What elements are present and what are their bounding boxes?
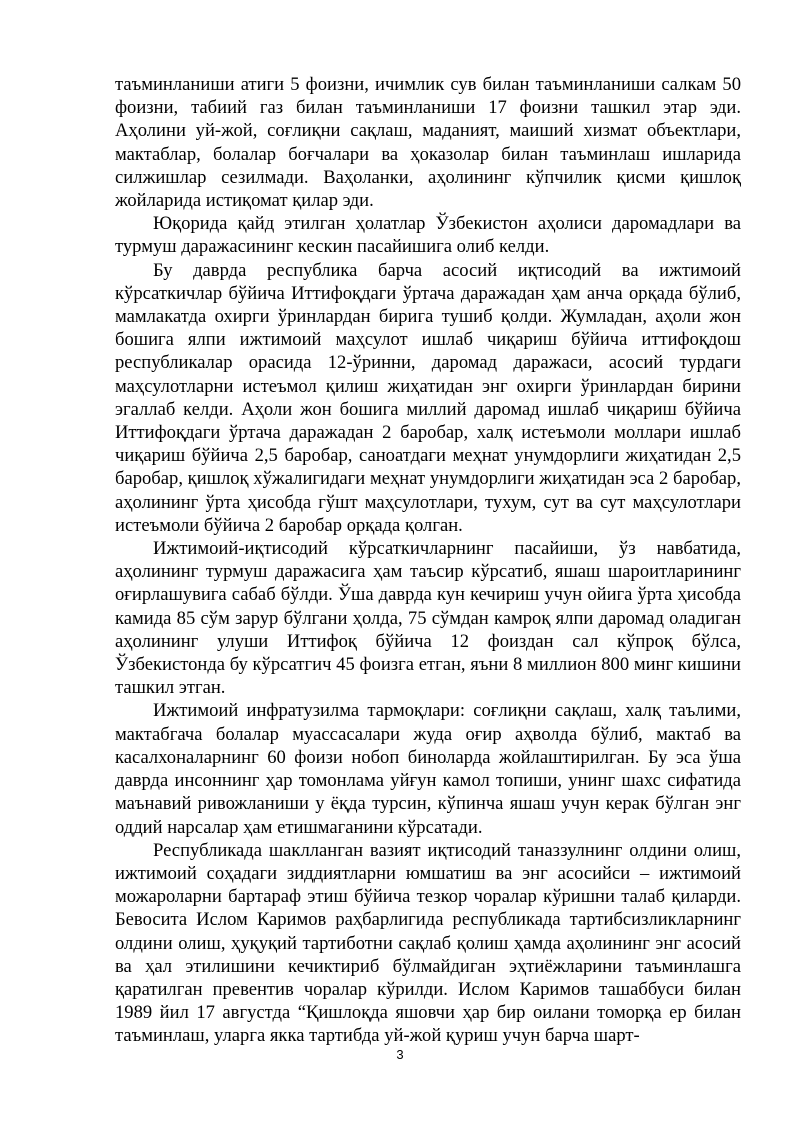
paragraph: Юқорида қайд этилган ҳолатлар Ўзбекистон аҳолиси даромадлари ва турмуш даражасининг кескин пасайишига олиб келди.	[115, 213, 741, 258]
page-number: 3	[396, 1047, 404, 1062]
page-body-text	[115, 73, 741, 1048]
paragraph: Республикада шаклланган вазият иқтисодий таназзулнинг олдини олиш, ижтимоий соҳадаги зиддиятларни юмшатиш ва энг асосийси – ижтимоий можароларни бартараф этиш бўйича тезкор чоралар кўришни талаб қиларди. Бевосита Ислом Каримов раҳбарлигида республикада тартибсизликларнинг олдини олиш, ҳуқуқий тартиботни сақлаб қолиш ҳамда аҳолининг энг асосий ва ҳал этилишини кечиктириб бўлмайдиган эҳтиёжларини таъминлашга қаратилган превентив чоралар кўрилди. Ислом Каримов ташаббуси билан 1989 йил 17 августда “Қишлоқда яшовчи ҳар бир оилани томорқа ер билан таъминлаш, уларга якка тартибда уй-жой қуриш учун барча шарт-	[115, 839, 741, 1047]
paragraph: Ижтимоий инфратузилма тармоқлари: соғлиқни сақлаш, халқ таълими, мактабгача болалар муассасалари жуда оғир аҳволда бўлиб, мактаб ва касалхоналарнинг 60 фоизи нобоп биноларда жойлаштирилган. Бу эса ўша даврда инсоннинг ҳар томонлама уйғун камол топиши, унинг шахс сифатида маънавий ривожланиши у ёқда турсин, кўпинча яшаш учун керак бўлган энг оддий нарсалар ҳам етишмаганини кўрсатади.	[115, 700, 741, 838]
paragraph: Ижтимоий-иқтисодий кўрсаткичларнинг пасайиши, ўз навбатида, аҳолининг турмуш даражасига ҳам таъсир кўрсатиб, яшаш шароитларининг оғирлашувига сабаб бўлди. Ўша даврда кун кечириш учун ойига ўрта ҳисобда камида 85 сўм зарур бўлгани ҳолда, 75 сўмдан камроқ ялпи даромад оладиган аҳолининг улуши Иттифоқ бўйича 12 фоиздан сал кўпроқ бўлса, Ўзбекистонда бу кўрсатгич 45 фоизга етган, яъни 8 миллион 800 минг кишини ташкил этган.	[115, 538, 741, 699]
paragraph-continued: таъминланиши атиги 5 фоизни, ичимлик сув билан таъминланиши салкам 50 фоизни, табиий газ билан таъминланиши 17 фоизни ташкил этар эди. Аҳолини уй-жой, соғлиқни сақлаш, маданият, маиший хизмат объектлари, мактаблар, болалар боғчалари ва ҳоказолар билан таъминлаш ишларида силжишлар сезилмади. Ваҳоланки, аҳолининг кўпчилик қисми қишлоқ жойларида истиқомат қилар эди.	[115, 74, 741, 212]
paragraph: Бу даврда республика барча асосий иқтисодий ва ижтимоий кўрсаткичлар бўйича Иттифоқдаги ўртача даражадан ҳам анча орқада бўлиб, мамлакатда охирги ўринлардан бирига тушиб қолди. Жумладан, аҳоли жон бошига ялпи ижтимоий маҳсулот ишлаб чиқариш бўйича иттифоқдош республикалар орасида 12-ўринни, даромад даражаси, асосий турдаги маҳсулотларни истеъмол қилиш жиҳатидан энг охирги ўринлардан бирини эгаллаб келди. Аҳоли жон бошига миллий даромад ишлаб чиқариш бўйича Иттифоқдаги ўртача даражадан 2 баробар, халқ истеъмоли моллари ишлаб чиқариш бўйича 2,5 баробар, саноатдаги меҳнат унумдорлиги жиҳатидан 2,5 баробар, қишлоқ хўжалигидаги меҳнат унумдорлиги жиҳатидан эса 2 баробар, аҳолининг ўрта ҳисобда гўшт маҳсулотлари, тухум, сут ва сут маҳсулотлари истеъмоли бўйича 2 баробар орқада қолган.	[115, 259, 741, 536]
